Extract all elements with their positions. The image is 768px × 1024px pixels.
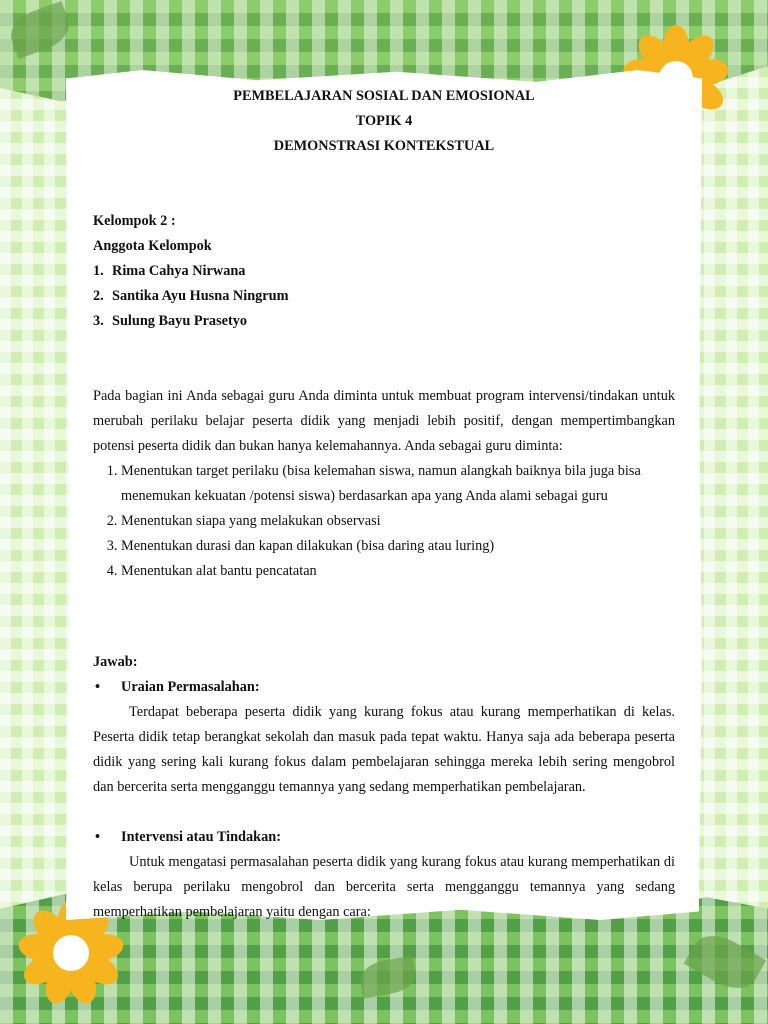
section-heading: • Intervensi atau Tindakan: [93, 825, 675, 850]
doc-subtitle: DEMONSTRASI KONTEKSTUAL [273, 138, 495, 154]
list-item: 2. Menentukan siapa yang melakukan observasi [121, 509, 675, 534]
section-paragraph: Terdapat beberapa peserta didik yang kurang fokus atau kurang memperhatikan di kelas. Peserta didik tetap berangkat sekolah dan masuk pada tepat waktu. Hanya saja ada beberapa peserta didik yang sering kali kurang fokus dalam pembelajaran sehingga mereka lebih sering mengobrol dan bercerita serta mengganggu temannya yang sedang memperhatikan pembelajaran. [93, 704, 675, 795]
doc-topic: TOPIK 4 [355, 113, 413, 129]
bullet-icon: • [95, 679, 101, 695]
list-item: 2. Santika Ayu Husna Ningrum [93, 288, 289, 304]
answer-label: Jawab: [93, 654, 138, 670]
list-item: 1. Rima Cahya Nirwana [93, 263, 246, 279]
bullet-icon: • [95, 829, 101, 845]
section-paragraph: Untuk mengatasi permasalahan peserta didik yang kurang fokus atau kurang memperhatikan di kelas berupa perilaku mengobrol dan bercerita serta mengganggu temannya yang sedang memperhatikan pembelajaran yaitu dengan cara: [93, 854, 675, 920]
doc-title: PEMBELAJARAN SOSIAL DAN EMOSIONAL [233, 88, 535, 104]
task-list [93, 459, 675, 584]
document-content [93, 84, 675, 925]
list-item: 3. Sulung Bayu Prasetyo [93, 313, 248, 329]
member-list [93, 259, 675, 334]
section-heading: • Uraian Permasalahan: [93, 675, 675, 700]
group-title: Kelompok 2 : [93, 213, 176, 229]
list-item: 1. Menentukan target perilaku (bisa kelemahan siswa, namun alangkah baiknya bila juga bisa menemukan kekuatan /potensi siswa) berdasarkan apa yang Anda alami sebagai guru [121, 459, 675, 509]
list-item: 4. Menentukan alat bantu pencatatan [121, 559, 675, 584]
intro-paragraph: Pada bagian ini Anda sebagai guru Anda diminta untuk membuat program intervensi/tindakan untuk merubah perilaku belajar peserta didik yang menjadi lebih positif, dengan mempertimbangkan potensi peserta didik dan bukan hanya kelemahannya. Anda sebagai guru diminta: [93, 388, 675, 454]
members-label: Anggota Kelompok [93, 238, 212, 254]
list-item: 3. Menentukan durasi dan kapan dilakukan (bisa daring atau luring) [121, 534, 675, 559]
